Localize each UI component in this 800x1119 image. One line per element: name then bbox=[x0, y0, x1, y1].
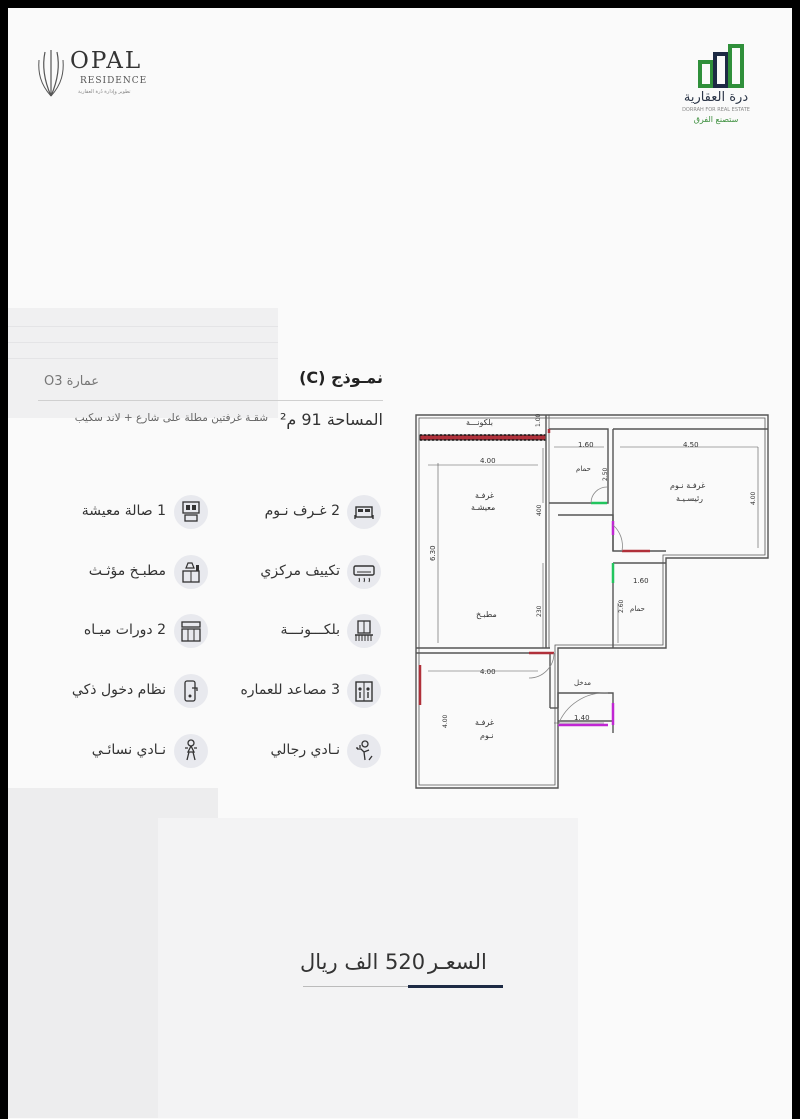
durra-english-name: DORRAH FOR REAL ESTATE bbox=[682, 107, 750, 113]
plan-bath1-width: 1.60 bbox=[578, 441, 594, 449]
brochure-page bbox=[8, 8, 792, 1119]
air-conditioner-icon bbox=[347, 555, 381, 589]
plan-bed2-line1: غرفـة bbox=[475, 718, 495, 727]
area-line bbox=[248, 410, 383, 429]
durra-slogan: ستصنع الفرق bbox=[693, 115, 739, 124]
feature-central-ac: تكييف مركزي bbox=[260, 563, 340, 579]
plan-bed2-height: 4.00 bbox=[442, 714, 449, 728]
floor-plan-walls bbox=[416, 415, 768, 788]
bathroom-icon bbox=[174, 614, 208, 648]
plan-master-width: 4.50 bbox=[683, 441, 699, 449]
area-value: 91 م² bbox=[279, 410, 322, 429]
feature-bathrooms: 2 دورات ميـاه bbox=[83, 622, 166, 638]
smart-lock-icon bbox=[174, 674, 208, 708]
price-underline-accent bbox=[408, 985, 503, 988]
building-logo-icon bbox=[698, 44, 744, 88]
plan-entrance-width: 1.40 bbox=[574, 714, 590, 722]
price-value: 520 الف ريال bbox=[300, 950, 426, 974]
floor-plan-dimension-lines bbox=[428, 447, 758, 723]
feature-living-room: 1 صالة معيشة bbox=[81, 503, 166, 519]
plan-master-height: 4.00 bbox=[750, 491, 757, 505]
opal-subtitle: RESIDENCE bbox=[80, 76, 148, 86]
feature-elevators: 3 مصاعد للعماره bbox=[240, 682, 340, 698]
background-stripe bbox=[8, 342, 278, 343]
plan-bath2-label: حمام bbox=[630, 605, 645, 613]
apartment-description: شقـة غرفتين مطلة على شارع + لاند سكيب bbox=[74, 412, 268, 424]
plan-living-line1: غرفـة bbox=[475, 491, 495, 500]
feature-bedrooms: 2 غـرف نـوم bbox=[264, 503, 340, 519]
plan-living-line2: معيشـة bbox=[471, 503, 496, 512]
plan-bath2-height: 2.60 bbox=[618, 599, 625, 613]
background-band bbox=[8, 308, 278, 418]
feature-womens-gym: نـادي نسائـي bbox=[91, 742, 166, 758]
plan-total-depth: 6.30 bbox=[429, 545, 437, 561]
plan-balcony-label: بلكونـــة bbox=[466, 418, 493, 427]
kitchen-icon bbox=[174, 555, 208, 589]
building-number: عمارة O3 bbox=[44, 374, 99, 389]
plan-master-line1: غرفـة نـوم bbox=[670, 481, 706, 490]
elevator-icon bbox=[347, 674, 381, 708]
plan-balcony-dim: 1.00 bbox=[535, 413, 542, 427]
plan-bath1-label: حمام bbox=[576, 465, 591, 473]
gym-women-icon bbox=[174, 734, 208, 768]
living-room-icon bbox=[174, 495, 208, 529]
opal-tagline: تطوير وإدارة دُرة العقارية bbox=[78, 89, 131, 95]
plan-bath2-width: 1.60 bbox=[633, 577, 649, 585]
plan-kitchen-label: مطبـخ bbox=[476, 610, 497, 619]
plan-bed2-line2: نـوم bbox=[480, 731, 494, 740]
plan-bed2-width: 4.00 bbox=[480, 668, 496, 676]
area-label: المساحة bbox=[326, 410, 383, 429]
plan-bath1-height: 2.50 bbox=[602, 467, 609, 481]
background-stripe bbox=[8, 358, 278, 359]
plan-kitchen-dim: 230 bbox=[536, 605, 543, 617]
feature-mens-gym: نـادي رجالي bbox=[270, 742, 340, 758]
plan-entrance-label: مدخل bbox=[574, 679, 592, 687]
plan-living-depth: 400 bbox=[536, 504, 543, 516]
feature-balcony: بلكـــونـــة bbox=[280, 622, 340, 638]
background-stripe bbox=[8, 326, 278, 327]
floor-plan-doors bbox=[420, 429, 650, 725]
price-label: السعـر bbox=[428, 950, 487, 974]
bed-icon bbox=[347, 495, 381, 529]
feature-furnished-kitchen: مطبـخ مؤثـث bbox=[88, 563, 166, 579]
plan-living-width: 4.00 bbox=[480, 457, 496, 465]
floor-plan bbox=[408, 403, 780, 803]
opal-wordmark: OPAL bbox=[70, 48, 143, 74]
durra-logo-mark bbox=[698, 44, 744, 88]
header-divider bbox=[38, 400, 383, 401]
model-title: نمـوذج (C) bbox=[299, 368, 383, 387]
opal-logo bbox=[36, 46, 66, 98]
durra-arabic-name: درة العقارية bbox=[683, 90, 749, 105]
plan-master-line2: رئيسـيـة bbox=[676, 494, 704, 503]
balcony-icon bbox=[347, 614, 381, 648]
feature-smart-entry: نظام دخول ذكي bbox=[71, 682, 166, 698]
leaf-icon bbox=[36, 46, 66, 98]
gym-men-icon bbox=[347, 734, 381, 768]
